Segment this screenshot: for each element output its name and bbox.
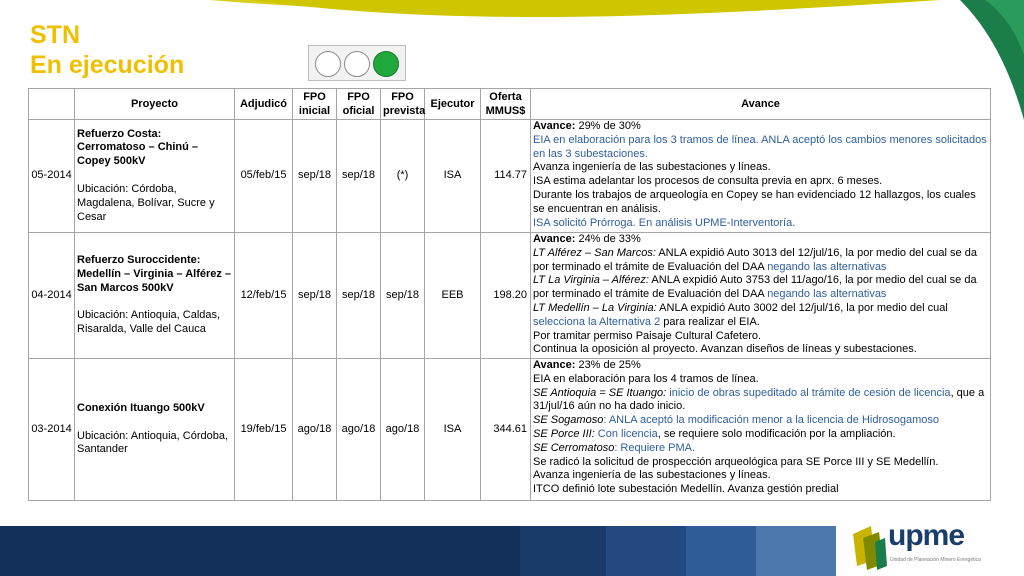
avance-line: Por tramitar permiso Paisaje Cultural Cafetero. <box>533 329 762 342</box>
table-header-row <box>29 89 991 120</box>
avance-value: 23% de 25% <box>575 359 641 371</box>
avance-line: ISA estima adelantar los procesos de consulta previa en aprx. 6 meses. <box>533 175 883 188</box>
row-project <box>75 120 235 233</box>
avance-line-highlight: inicio de obras supeditado al trámite de cesión de licencia <box>666 386 951 399</box>
table-row <box>29 120 991 233</box>
row-fpo-oficial: sep/18 <box>337 233 381 359</box>
avance-line-text: ANLA expidió Auto 3753 del 11/ago/16, la por medio del cual se da por terminado el trámite de Evaluación del DAA <box>533 274 977 301</box>
project-name: Conexión Ituango 500kV <box>77 401 205 414</box>
row-fpo-inicial: sep/18 <box>293 120 337 233</box>
row-code: 03-2014 <box>29 359 75 501</box>
avance-line-highlight: Con licencia <box>594 427 658 440</box>
avance-line-subject: SE Antioquia = SE Ituango: <box>533 386 667 399</box>
avance-line-subject: LT La Virginia – Alférez: <box>533 274 649 287</box>
header-fpo-prevista: FPO prevista <box>381 89 425 120</box>
row-project <box>75 233 235 359</box>
row-fpo-inicial: ago/18 <box>293 359 337 501</box>
row-code: 04-2014 <box>29 233 75 359</box>
header-code <box>29 89 75 120</box>
avance-line: Avanza ingeniería de las subestaciones y líneas. <box>533 161 771 174</box>
avance-line: Continua la oposición al proyecto. Avanzan diseños de líneas y subestaciones. <box>533 343 917 356</box>
upme-logo-subtitle: Unidad de Planeación Minero Energética <box>890 557 981 563</box>
status-light-empty-1 <box>315 51 341 77</box>
row-oferta: 114.77 <box>481 120 531 233</box>
avance-line <box>533 247 988 275</box>
avance-line-highlight: negando las alternativas <box>767 260 887 273</box>
row-code: 05-2014 <box>29 120 75 233</box>
project-location: Ubicación: Antioquia, Córdoba, Santander <box>77 429 229 456</box>
row-ejecutor: ISA <box>425 359 481 501</box>
avance-line-tail: para realizar el EIA. <box>660 315 760 328</box>
table-row <box>29 233 991 359</box>
avance-line-highlight: : ANLA aceptó la modificación menor a la licencia de Hidrosogamoso <box>603 414 940 427</box>
avance-line-tail: , se requiere solo modificación por la ampliación. <box>657 427 896 440</box>
status-light-empty-2 <box>344 51 370 77</box>
row-avance <box>531 120 991 233</box>
header-proyecto: Proyecto <box>75 89 235 120</box>
row-fpo-inicial: sep/18 <box>293 233 337 359</box>
project-location: Ubicación: Antioquia, Caldas, Risaralda, Valle del Cauca <box>77 309 221 336</box>
row-adjudico: 12/feb/15 <box>235 233 293 359</box>
avance-line <box>533 428 988 442</box>
avance-line <box>533 302 988 330</box>
slide-title: STN <box>30 21 80 49</box>
avance-line-highlight: : Requiere PMA. <box>614 441 696 454</box>
header-avance: Avance <box>531 89 991 120</box>
row-adjudico: 19/feb/15 <box>235 359 293 501</box>
project-location: Ubicación: Córdoba, Magdalena, Bolívar, Sucre y Cesar <box>77 183 215 223</box>
avance-summary <box>533 233 988 247</box>
avance-summary <box>533 120 988 134</box>
avance-value: 24% de 33% <box>575 233 641 245</box>
avance-line-subject: SE Sogamoso <box>533 414 604 427</box>
header-fpo-oficial: FPO oficial <box>337 89 381 120</box>
avance-line <box>533 442 988 456</box>
status-light-green <box>373 51 399 77</box>
avance-line: Durante los trabajos de arqueología en Copey se han evidenciado 12 hallazgos, los cuales se encuentran en análisis. <box>533 188 976 215</box>
avance-line-subject: SE Porce III: <box>533 427 595 440</box>
row-fpo-prevista: sep/18 <box>381 233 425 359</box>
avance-line <box>533 274 988 302</box>
avance-line: ISA solicitó Prórroga. En análisis UPME-Interventoría. <box>533 216 796 229</box>
avance-line-subject: SE Cerromatoso <box>533 441 615 454</box>
avance-label: Avance: <box>533 120 576 132</box>
avance-line <box>533 387 988 415</box>
row-avance <box>531 359 991 501</box>
avance-line-subject: LT Medellín – La Virginia: <box>533 301 657 314</box>
header-adjudico: Adjudicó <box>235 89 293 120</box>
status-traffic-light <box>308 45 406 81</box>
avance-line-text: ANLA expidió Auto 3013 del 12/jul/16, la por medio del cual se da por terminado el trámite de Evaluación del DAA <box>533 246 977 273</box>
avance-value: 29% de 30% <box>575 120 641 132</box>
project-name: Refuerzo Suroccidente: Medellín – Virginia – Alférez – San Marcos 500kV <box>77 254 232 294</box>
row-fpo-prevista: ago/18 <box>381 359 425 501</box>
avance-line: EIA en elaboración para los 4 tramos de línea. <box>533 372 759 385</box>
row-ejecutor: ISA <box>425 120 481 233</box>
avance-line-highlight: selecciona la Alternativa 2 <box>533 315 661 328</box>
avance-line: ITCO definió lote subestación Medellín. Avanza gestión predial <box>533 483 839 496</box>
row-fpo-oficial: ago/18 <box>337 359 381 501</box>
avance-line-highlight: negando las alternativas <box>767 288 887 301</box>
table-row <box>29 359 991 501</box>
header-ejecutor: Ejecutor <box>425 89 481 120</box>
avance-label: Avance: <box>533 359 576 371</box>
project-name: Refuerzo Costa: Cerromatoso – Chinú – Copey 500kV <box>77 127 199 168</box>
avance-line-text: ANLA expidió Auto 3002 del 12/jul/16, la por medio del cual <box>656 301 948 314</box>
row-project <box>75 359 235 501</box>
row-ejecutor: EEB <box>425 233 481 359</box>
avance-summary <box>533 359 988 373</box>
projects-table <box>28 88 991 501</box>
header-oferta: Oferta MMUS$ <box>481 89 531 120</box>
avance-line-tail: , que a 31/jul/16 aún no ha dado inicio. <box>533 386 985 413</box>
avance-line: Se radicó la solicitud de prospección arqueológica para SE Porce III y SE Medellín. <box>533 455 939 468</box>
avance-line-subject: LT Alférez – San Marcos: <box>533 246 656 259</box>
avance-line: Avanza ingeniería de las subestaciones y líneas. <box>533 469 771 482</box>
row-adjudico: 05/feb/15 <box>235 120 293 233</box>
upme-logo-text: upme <box>888 519 965 552</box>
avance-label: Avance: <box>533 233 576 245</box>
avance-line <box>533 414 988 428</box>
avance-line: EIA en elaboración para los 3 tramos de línea. ANLA aceptó los cambios menores solicitados en las 3 subestaciones. <box>533 133 987 160</box>
row-oferta: 344.61 <box>481 359 531 501</box>
row-fpo-prevista: (*) <box>381 120 425 233</box>
row-oferta: 198.20 <box>481 233 531 359</box>
slide-subtitle: En ejecución <box>30 51 185 79</box>
row-avance <box>531 233 991 359</box>
header-fpo-inicial: FPO inicial <box>293 89 337 120</box>
row-fpo-oficial: sep/18 <box>337 120 381 233</box>
